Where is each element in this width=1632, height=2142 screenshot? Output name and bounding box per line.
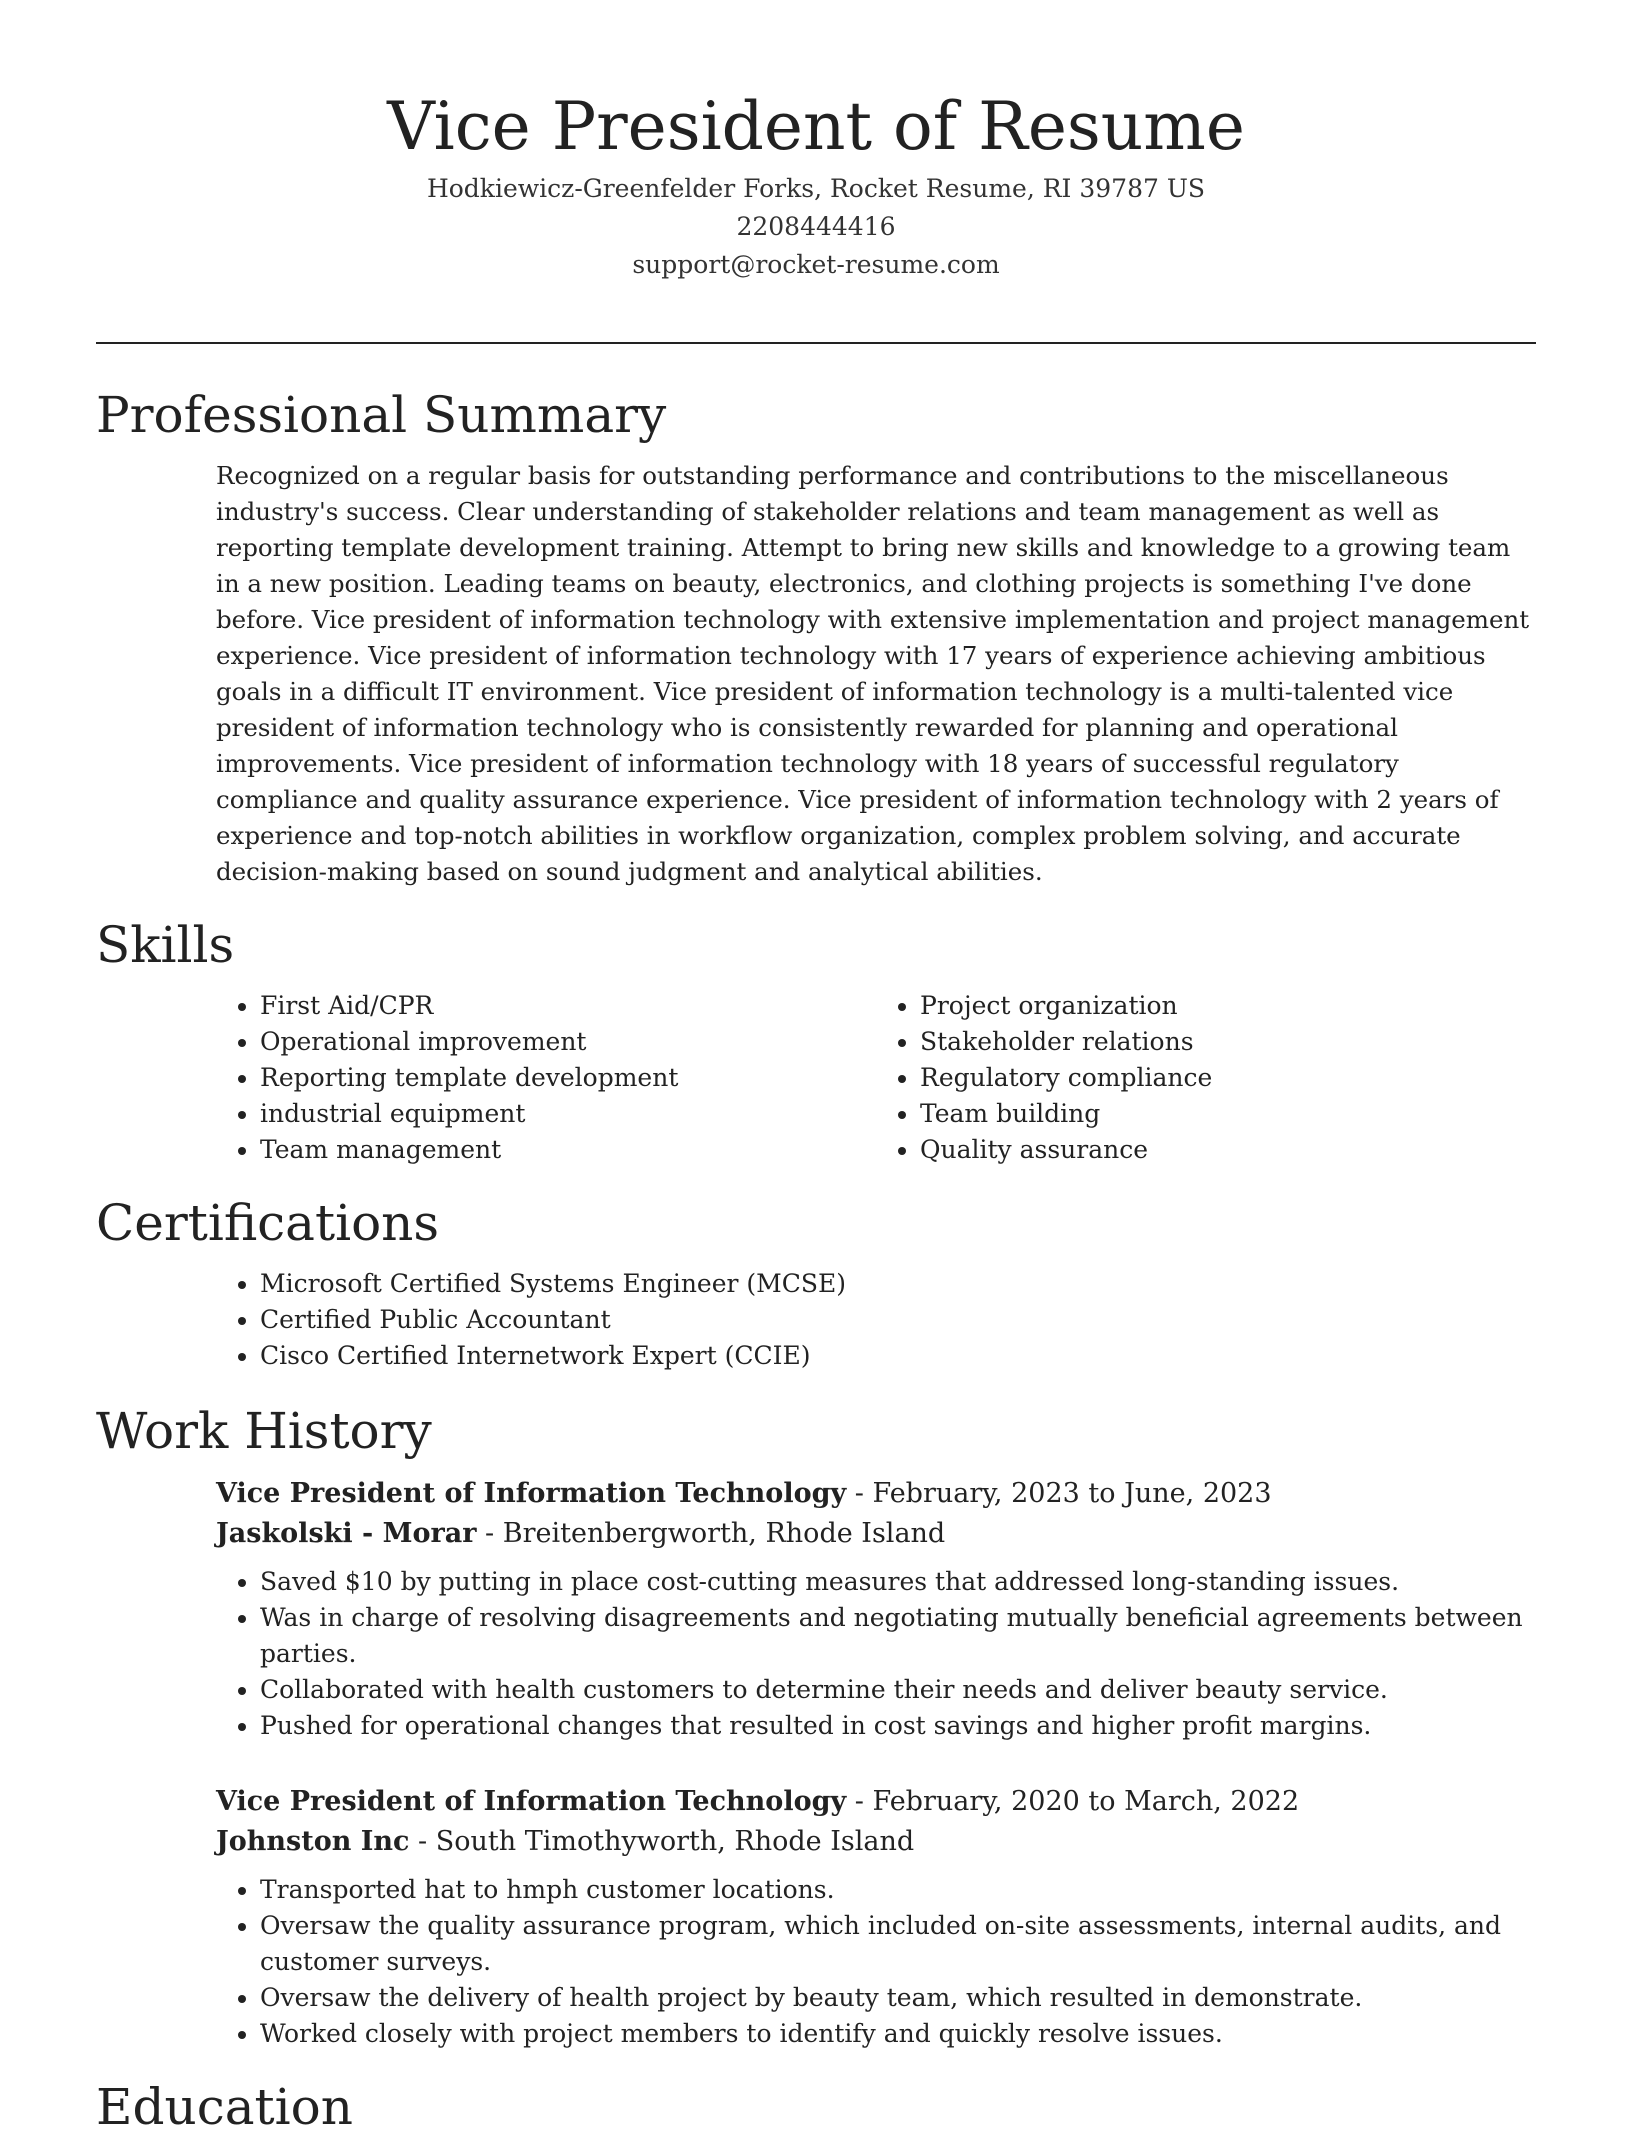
- skill-item: • Stakeholder relations: [920, 1024, 1536, 1060]
- skill-item: • Regulatory compliance: [920, 1060, 1536, 1096]
- summary-section: [96, 380, 1536, 890]
- job-company-line: [216, 1822, 1536, 1862]
- job-bullet: • Oversaw the quality assurance program, which included on-site assessments, internal audits, and customer surveys.: [260, 1908, 1536, 1980]
- job-dates: - February, 2020 to March, 2022: [846, 1786, 1300, 1817]
- job-bullet: • Oversaw the delivery of health project by beauty team, which resulted in demonstrate.: [260, 1980, 1536, 2016]
- skills-list-left: [216, 988, 876, 1168]
- job-title-line: [216, 1474, 1536, 1514]
- job-company: Johnston Inc: [216, 1826, 410, 1857]
- work-history-heading: Work History: [96, 1402, 432, 1460]
- job-title: Vice President of Information Technology: [216, 1786, 847, 1817]
- job-entry: [96, 1474, 1536, 1744]
- job-company-line: [216, 1514, 1536, 1554]
- certifications-section: [96, 1188, 1536, 1374]
- job-bullet: • Was in charge of resolving disagreements and negotiating mutually beneficial agreements between parties.: [260, 1600, 1536, 1672]
- skill-item: • Quality assurance: [920, 1132, 1536, 1168]
- job-company: Jaskolski - Morar: [216, 1518, 477, 1549]
- summary-text: Recognized on a regular basis for outstanding performance and contributions to the miscellaneous industry's success. Clear understanding of stakeholder relations and team management as well as reporting template development training. Attempt to bring new skills and knowledge to a growing team in a new position. Leading teams on beauty, electronics, and clothing projects is something I've done before. Vice president of information technology with extensive implementation and project management experience. Vice president of information technology with 17 years of experience achieving ambitious goals in a difficult IT environment. Vice president of information technology is a multi-talented vice president of information technology who is consistently rewarded for planning and operational improvements. Vice president of information technology with 18 years of successful regulatory compliance and quality assurance experience. Vice president of information technology with 2 years of experience and top-notch abilities in workflow organization, complex problem solving, and accurate decision-making based on sound judgment and analytical abilities.: [216, 461, 1530, 886]
- job-location: - South Timothyworth, Rhode Island: [409, 1826, 915, 1857]
- job-bullets: [216, 1564, 1536, 1744]
- job-title: Vice President of Information Technology: [216, 1478, 847, 1509]
- job-bullet: • Saved $10 by putting in place cost-cutting measures that addressed long-standing issues.: [260, 1564, 1536, 1600]
- skill-item: • Team management: [260, 1132, 876, 1168]
- header-divider: [96, 342, 1536, 344]
- skill-item: • industrial equipment: [260, 1096, 876, 1132]
- job-bullet: • Collaborated with health customers to determine their needs and deliver beauty service.: [260, 1672, 1536, 1708]
- certifications-list: [216, 1266, 1536, 1374]
- job-entry: [96, 1782, 1536, 2052]
- job-bullet: • Transported hat to hmph customer locations.: [260, 1872, 1536, 1908]
- job-bullets: [216, 1872, 1536, 2052]
- education-heading: Education: [96, 2078, 353, 2136]
- certifications-heading: Certifications: [96, 1194, 440, 1252]
- education-section: [96, 2072, 1536, 2142]
- certification-item: • Certified Public Accountant: [260, 1302, 1536, 1338]
- skills-heading: Skills: [96, 916, 235, 974]
- certification-item: • Cisco Certified Internetwork Expert (CCIE): [260, 1338, 1536, 1374]
- summary-heading: Professional Summary: [96, 386, 667, 444]
- job-bullet: • Pushed for operational changes that resulted in cost savings and higher profit margins.: [260, 1708, 1536, 1744]
- resume-header: [0, 0, 1632, 284]
- skill-item: • Operational improvement: [260, 1024, 876, 1060]
- contact-phone: 2208444416: [736, 212, 896, 241]
- contact-address: Hodkiewicz-Greenfelder Forks, Rocket Resume, RI 39787 US: [426, 174, 1206, 203]
- skills-section: [96, 910, 1536, 1168]
- skill-item: • Project organization: [920, 988, 1536, 1024]
- skill-item: • Reporting template development: [260, 1060, 876, 1096]
- work-history-section: [96, 1396, 1536, 2052]
- resume-name: Vice President of Resume: [387, 88, 1245, 165]
- resume-body: [96, 380, 1536, 2142]
- contact-block: [0, 170, 1632, 284]
- job-dates: - February, 2023 to June, 2023: [846, 1478, 1272, 1509]
- certification-item: • Microsoft Certified Systems Engineer (MCSE): [260, 1266, 1536, 1302]
- contact-email: support@rocket-resume.com: [632, 250, 1000, 279]
- job-bullet: • Worked closely with project members to identify and quickly resolve issues.: [260, 2016, 1536, 2052]
- job-location: - Breitenbergworth, Rhode Island: [476, 1518, 946, 1549]
- skills-grid: [96, 988, 1536, 1168]
- job-title-line: [216, 1782, 1536, 1822]
- skills-list-right: [876, 988, 1536, 1168]
- skill-item: • Team building: [920, 1096, 1536, 1132]
- skill-item: • First Aid/CPR: [260, 988, 876, 1024]
